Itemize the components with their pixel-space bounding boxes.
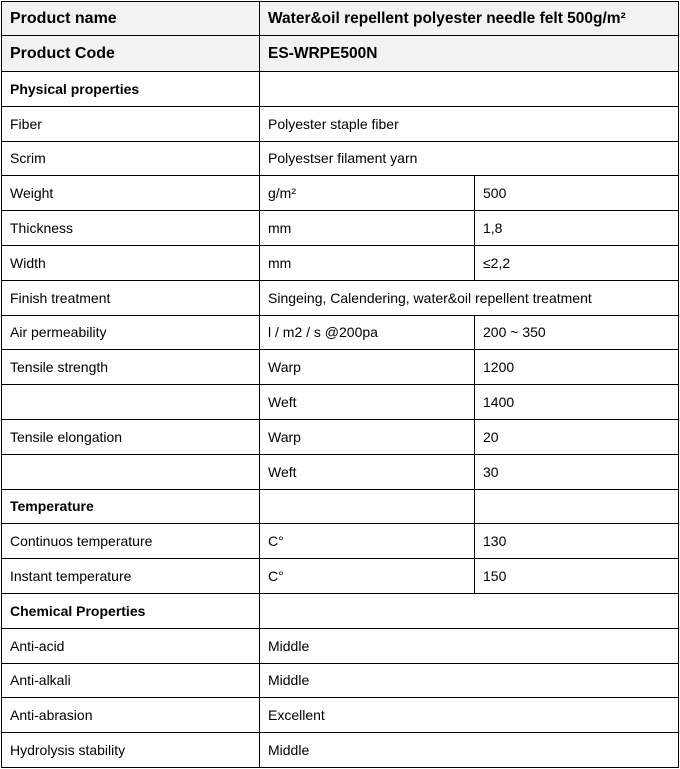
property-value: 150 bbox=[475, 559, 679, 594]
product-code-label: Product Code bbox=[2, 36, 260, 72]
property-unit: mm bbox=[260, 211, 475, 246]
table-row bbox=[2, 663, 679, 698]
table-row bbox=[2, 559, 679, 594]
property-value bbox=[475, 489, 679, 524]
table-row bbox=[2, 176, 679, 211]
property-label: Hydrolysis stability bbox=[2, 733, 260, 768]
product-name-row bbox=[2, 2, 679, 36]
property-value: Middle bbox=[260, 628, 679, 663]
property-value bbox=[260, 593, 679, 628]
property-value bbox=[260, 72, 679, 107]
table-row bbox=[2, 628, 679, 663]
section-heading: Chemical Properties bbox=[2, 593, 260, 628]
property-unit: Weft bbox=[260, 385, 475, 420]
property-label bbox=[2, 454, 260, 489]
property-value: 30 bbox=[475, 454, 679, 489]
table-row bbox=[2, 385, 679, 420]
property-value: Polyestser filament yarn bbox=[260, 141, 679, 176]
table-row bbox=[2, 350, 679, 385]
property-label: Fiber bbox=[2, 106, 260, 141]
property-value: 1200 bbox=[475, 350, 679, 385]
section-heading: Temperature bbox=[2, 489, 260, 524]
table-row bbox=[2, 419, 679, 454]
property-value: 20 bbox=[475, 419, 679, 454]
property-unit: Warp bbox=[260, 350, 475, 385]
property-label: Anti-acid bbox=[2, 628, 260, 663]
property-unit bbox=[260, 489, 475, 524]
product-name-label: Product name bbox=[2, 2, 260, 36]
property-value: 130 bbox=[475, 524, 679, 559]
table-row bbox=[2, 280, 679, 315]
product-spec-table bbox=[1, 1, 679, 768]
property-value: 500 bbox=[475, 176, 679, 211]
section-heading: Physical properties bbox=[2, 72, 260, 107]
table-row bbox=[2, 524, 679, 559]
property-label: Finish treatment bbox=[2, 280, 260, 315]
property-unit: Warp bbox=[260, 419, 475, 454]
property-label: Weight bbox=[2, 176, 260, 211]
table-row bbox=[2, 698, 679, 733]
section-row bbox=[2, 489, 679, 524]
property-label: Instant temperature bbox=[2, 559, 260, 594]
property-label bbox=[2, 385, 260, 420]
product-code-value: ES-WRPE500N bbox=[260, 36, 679, 72]
property-label: Tensile strength bbox=[2, 350, 260, 385]
property-unit: mm bbox=[260, 245, 475, 280]
property-value: 200 ~ 350 bbox=[475, 315, 679, 350]
table-row bbox=[2, 245, 679, 280]
property-label: Air permeability bbox=[2, 315, 260, 350]
property-unit: C° bbox=[260, 559, 475, 594]
property-unit: Weft bbox=[260, 454, 475, 489]
property-label: Continuos temperature bbox=[2, 524, 260, 559]
spec-table-body bbox=[2, 2, 679, 768]
property-label: Anti-abrasion bbox=[2, 698, 260, 733]
property-value: ≤2,2 bbox=[475, 245, 679, 280]
property-label: Anti-alkali bbox=[2, 663, 260, 698]
table-row bbox=[2, 454, 679, 489]
property-value: 1400 bbox=[475, 385, 679, 420]
property-value: Excellent bbox=[260, 698, 679, 733]
table-row bbox=[2, 106, 679, 141]
property-unit: g/m² bbox=[260, 176, 475, 211]
property-value: Middle bbox=[260, 663, 679, 698]
product-code-row bbox=[2, 36, 679, 72]
table-row bbox=[2, 211, 679, 246]
property-value: Polyester staple fiber bbox=[260, 106, 679, 141]
property-value: Singeing, Calendering, water&oil repellent treatment bbox=[260, 280, 679, 315]
property-value: Middle bbox=[260, 733, 679, 768]
property-unit: C° bbox=[260, 524, 475, 559]
property-value: 1,8 bbox=[475, 211, 679, 246]
property-label: Scrim bbox=[2, 141, 260, 176]
table-row bbox=[2, 315, 679, 350]
property-label: Thickness bbox=[2, 211, 260, 246]
product-name-value: Water&oil repellent polyester needle felt 500g/m² bbox=[260, 2, 679, 36]
table-row bbox=[2, 141, 679, 176]
section-row bbox=[2, 72, 679, 107]
property-label: Tensile elongation bbox=[2, 419, 260, 454]
table-row bbox=[2, 733, 679, 768]
property-label: Width bbox=[2, 245, 260, 280]
section-row bbox=[2, 593, 679, 628]
property-unit: l / m2 / s @200pa bbox=[260, 315, 475, 350]
